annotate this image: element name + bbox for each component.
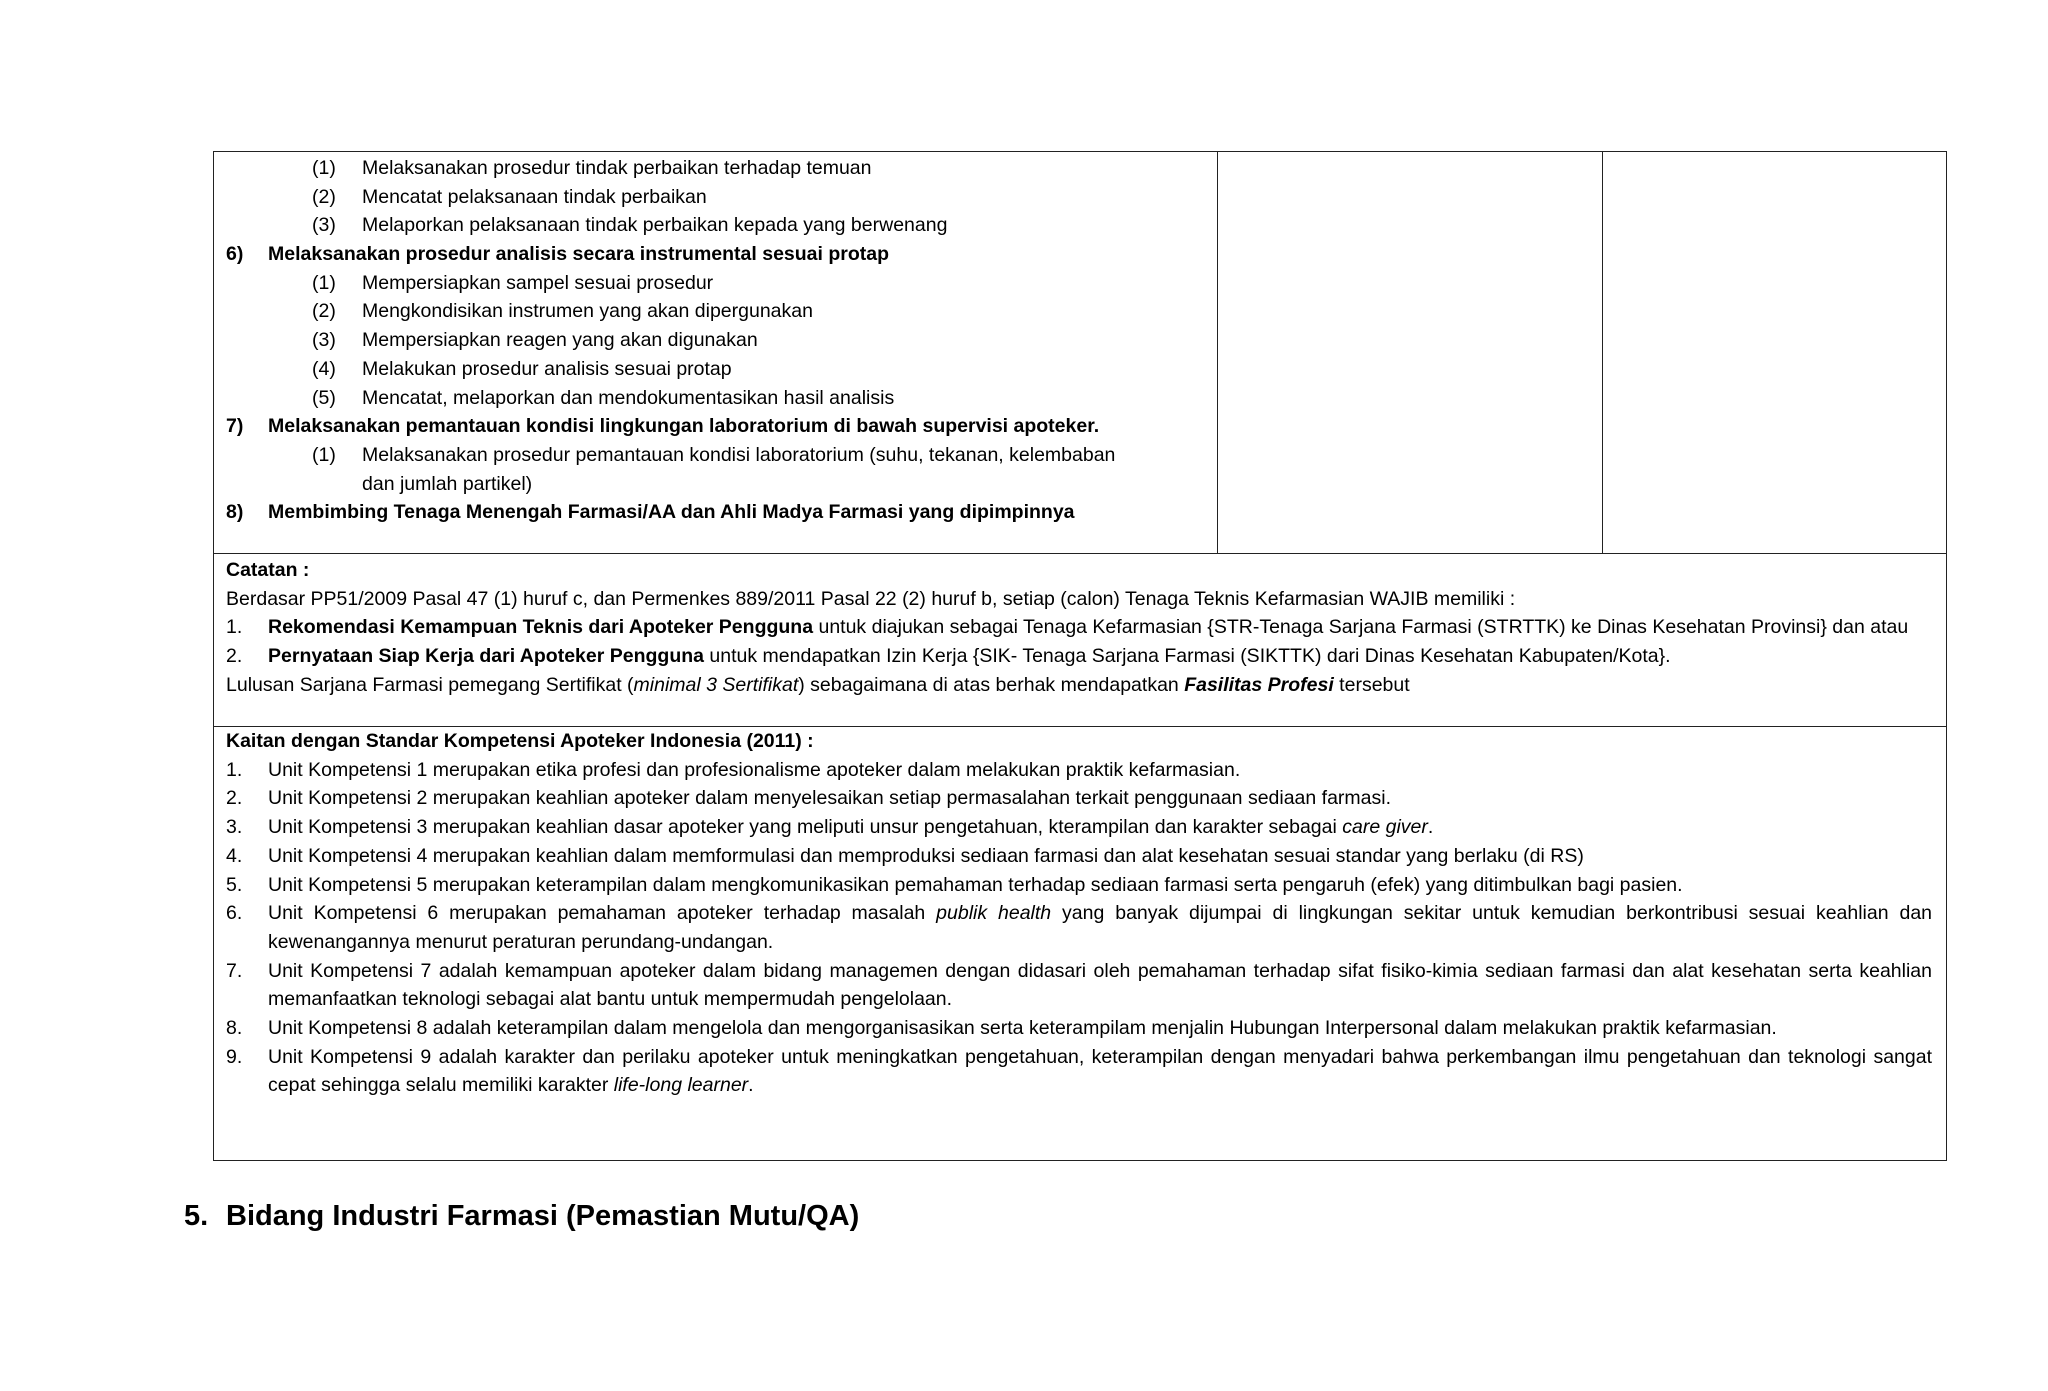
- task-text: dan jumlah partikel): [362, 472, 533, 495]
- note-intro: Berdasar PP51/2009 Pasal 47 (1) huruf c, dan Permenkes 889/2011 Pasal 22 (2) huruf b, setiap (calon) Tenaga Teknis Kefarmasian WAJIB memiliki :: [226, 587, 1516, 610]
- task-heading: [226, 240, 1207, 269]
- task-heading: [226, 498, 1207, 527]
- task-step: [226, 355, 1207, 384]
- task-number: (3): [312, 329, 336, 352]
- closing-bold-italic: Fasilitas Profesi: [1184, 673, 1334, 696]
- standards-title: Kaitan dengan Standar Kompetensi Apoteker Indonesia (2011) :: [226, 730, 814, 752]
- task-heading: [226, 412, 1207, 441]
- standard-number: 9.: [226, 1045, 243, 1068]
- standard-item: [226, 784, 1932, 813]
- standard-number: 5.: [226, 873, 243, 896]
- standard-italic: publik health: [936, 902, 1052, 925]
- task-text: Melakukan prosedur analisis sesuai protap: [362, 357, 732, 380]
- note-item-bold: Pernyataan Siap Kerja dari Apoteker Pengguna: [268, 645, 704, 668]
- note-item-text: untuk diajukan sebagai Tenaga Kefarmasian {STR-Tenaga Sarjana Farmasi (STRTTK) ke Dinas Kesehatan Provinsi} dan atau: [813, 616, 1909, 639]
- blank-cell-2: [1603, 152, 1946, 553]
- note-item-number: 2.: [226, 645, 243, 668]
- note-item-text: untuk mendapatkan Izin Kerja {SIK- Tenaga Sarjana Farmasi (SIKTTK) dari Dinas Kesehatan Kabupaten/Kota}.: [704, 645, 1671, 668]
- standard-text: Unit Kompetensi 6 merupakan pemahaman apoteker terhadap masalah: [268, 902, 937, 925]
- task-number: (1): [312, 443, 336, 466]
- task-text: Mempersiapkan reagen yang akan digunakan: [362, 329, 758, 352]
- standard-item: [226, 1014, 1932, 1043]
- blank-cell-1: [1218, 152, 1603, 553]
- task-text: Mempersiapkan sampel sesuai prosedur: [362, 271, 714, 294]
- standard-italic: life-long learner: [613, 1074, 749, 1097]
- standard-item: [226, 957, 1932, 1014]
- task-text: Mencatat pelaksanaan tindak perbaikan: [362, 185, 707, 208]
- standard-number: 4.: [226, 844, 243, 867]
- standard-item: [226, 756, 1932, 785]
- standard-number: 7.: [226, 959, 243, 982]
- standard-text: Unit Kompetensi 2 merupakan keahlian apoteker dalam menyelesaikan setiap permasalahan terkait penggunaan sediaan farmasi.: [268, 787, 1392, 810]
- task-text: Melaksanakan prosedur tindak perbaikan terhadap temuan: [362, 157, 872, 179]
- standards-list: [226, 756, 1932, 1100]
- task-text: Melaporkan pelaksanaan tindak perbaikan kepada yang berwenang: [362, 214, 948, 237]
- competency-table: [213, 151, 1947, 1161]
- task-text: Membimbing Tenaga Menengah Farmasi/AA dan Ahli Madya Farmasi yang dipimpinnya: [268, 501, 1075, 524]
- note-item-2: [226, 642, 1932, 671]
- standard-item: [226, 871, 1932, 900]
- standard-number: 8.: [226, 1017, 243, 1040]
- task-step: [226, 384, 1207, 413]
- task-text: Melaksanakan pemantauan kondisi lingkungan laboratorium di bawah supervisi apoteker.: [268, 415, 1100, 438]
- closing-text-b: ) sebagaimana di atas berhak mendapatkan: [798, 673, 1185, 696]
- standard-text-after: .: [748, 1074, 754, 1097]
- standard-number: 6.: [226, 902, 243, 925]
- task-step: [226, 470, 1207, 499]
- task-text: Melaksanakan prosedur pemantauan kondisi laboratorium (suhu, tekanan, kelembaban: [362, 443, 1116, 466]
- standard-item: [226, 899, 1932, 956]
- task-number: 6): [226, 243, 244, 266]
- standard-text: Unit Kompetensi 7 adalah kemampuan apoteker dalam bidang managemen dengan didasari oleh pemahaman terhadap sifat fisiko-kimia sediaan farmasi dan alat kesehatan serta keahlian memanfaatkan teknologi sebagai alat bantu untuk mempermudah pengelolaan.: [268, 959, 1932, 1011]
- task-step: [226, 269, 1207, 298]
- task-number: 8): [226, 501, 244, 524]
- note-row: [214, 554, 1946, 727]
- standard-item: [226, 1043, 1932, 1100]
- note-closing: [226, 671, 1932, 700]
- task-text: Mengkondisikan instrumen yang akan dipergunakan: [362, 300, 813, 323]
- section-title: Bidang Industri Farmasi (Pemastian Mutu/QA): [226, 1200, 860, 1232]
- task-number: (4): [312, 357, 336, 380]
- task-step: [226, 297, 1207, 326]
- task-list-cell: [214, 152, 1218, 553]
- standard-text: Unit Kompetensi 5 merupakan keterampilan dalam mengkomunikasikan pemahaman terhadap sediaan farmasi serta pengaruh (efek) yang ditimbulkan bagi pasien.: [268, 873, 1683, 896]
- task-number: (5): [312, 386, 336, 409]
- standard-number: 3.: [226, 816, 243, 839]
- task-number: (3): [312, 214, 336, 237]
- standards-row: [214, 727, 1946, 1160]
- section-number: 5.: [184, 1200, 209, 1232]
- standard-item: [226, 813, 1932, 842]
- task-number: (1): [312, 157, 336, 179]
- note-item-1: [226, 613, 1932, 642]
- task-step: [226, 326, 1207, 355]
- task-step: [226, 154, 1207, 183]
- closing-italic: minimal 3 Sertifikat: [633, 673, 799, 696]
- standard-text-after: yang banyak dijumpai di lingkungan sekitar untuk kemudian berkontribusi sesuai keahlian dan kewenangannya menurut peraturan perundang-undangan.: [268, 902, 1933, 953]
- task-number: (2): [312, 300, 336, 323]
- note-title: Catatan :: [226, 559, 310, 581]
- task-number: 7): [226, 415, 244, 438]
- section-heading: [184, 1200, 859, 1233]
- task-number: (1): [312, 271, 336, 294]
- task-step: [226, 441, 1207, 470]
- closing-text-c: tersebut: [1333, 673, 1410, 696]
- task-text: Melaksanakan prosedur analisis secara instrumental sesuai protap: [268, 243, 890, 266]
- standard-number: 1.: [226, 758, 243, 781]
- task-step: [226, 183, 1207, 212]
- standard-text: Unit Kompetensi 4 merupakan keahlian dalam memformulasi dan memproduksi sediaan farmasi dan alat kesehatan sesuai standar yang berlaku (di RS): [268, 844, 1584, 867]
- task-step: [226, 211, 1207, 240]
- task-row: [214, 152, 1946, 554]
- standard-number: 2.: [226, 787, 243, 810]
- task-text: Mencatat, melaporkan dan mendokumentasikan hasil analisis: [362, 386, 895, 409]
- standard-italic: care giver: [1342, 816, 1428, 839]
- task-number: (2): [312, 185, 336, 208]
- standard-item: [226, 842, 1932, 871]
- standard-text: Unit Kompetensi 1 merupakan etika profesi dan profesionalisme apoteker dalam melakukan praktik kefarmasian.: [268, 758, 1241, 781]
- closing-text-a: Lulusan Sarjana Farmasi pemegang Sertifikat (: [226, 673, 634, 696]
- standard-text: Unit Kompetensi 9 adalah karakter dan perilaku apoteker untuk meningkatkan pengetahuan, keterampilan dengan menyadari bahwa perkembangan ilmu pengetahuan dan teknologi sangat cepat sehingga selalu memiliki karakter: [268, 1045, 1932, 1097]
- note-item-number: 1.: [226, 616, 243, 639]
- standard-text-after: .: [1427, 816, 1434, 839]
- standard-text: Unit Kompetensi 8 adalah keterampilan dalam mengelola dan mengorganisasikan serta keterampilam menjalin Hubungan Interpersonal dalam melakukan praktik kefarmasian.: [268, 1017, 1777, 1040]
- standard-text: Unit Kompetensi 3 merupakan keahlian dasar apoteker yang meliputi unsur pengetahuan, kterampilan dan karakter sebagai: [268, 816, 1343, 839]
- note-item-bold: Rekomendasi Kemampuan Teknis dari Apoteker Pengguna: [268, 616, 814, 639]
